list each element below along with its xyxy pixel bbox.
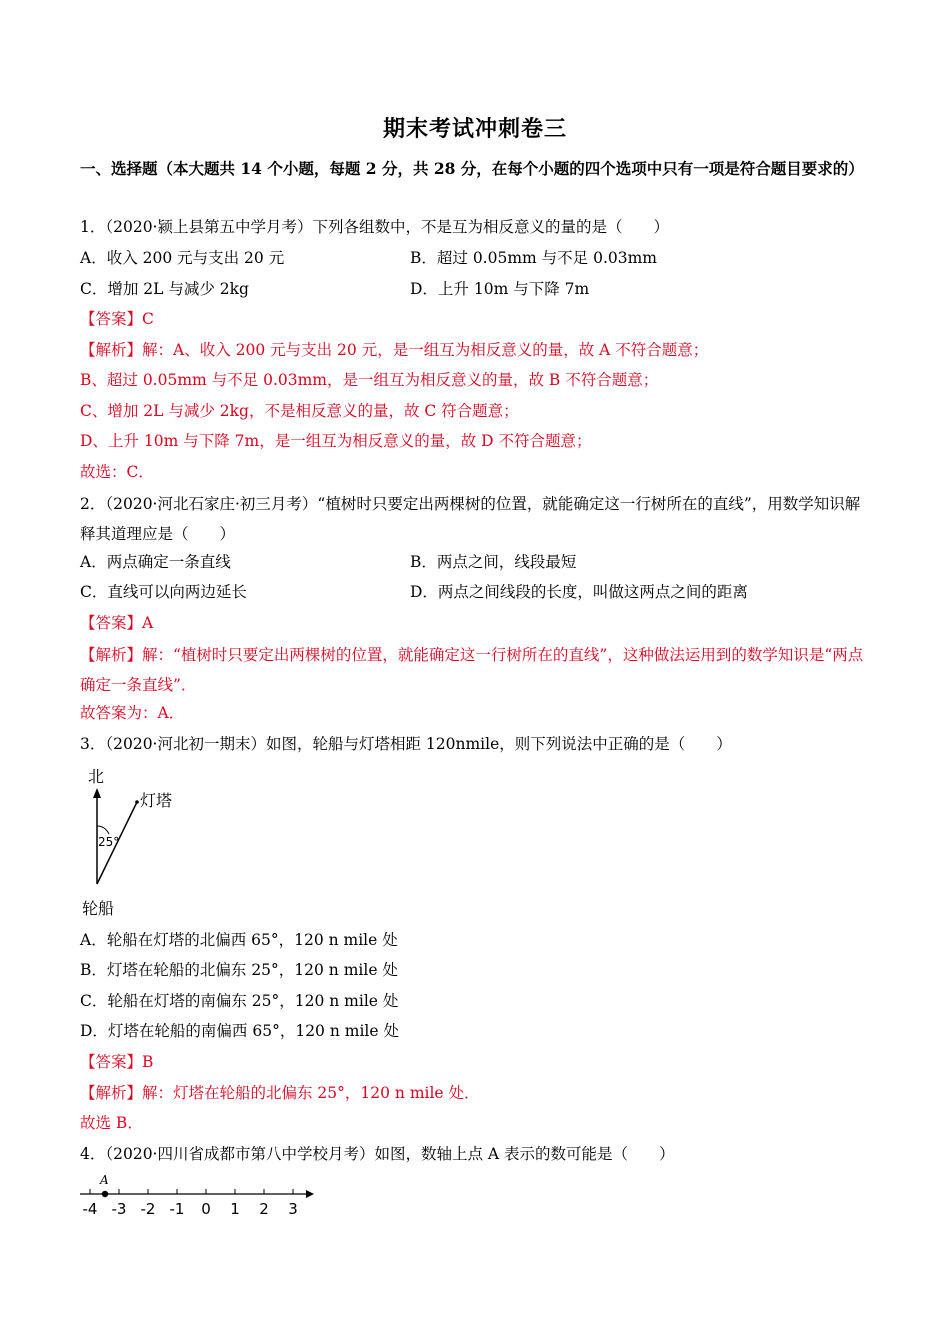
question-3-analysis: 【解析】解：灯塔在轮船的北偏东 25°，120 n mile 处． [80,1084,480,1102]
number-line-tick-label: -1 [169,1200,185,1218]
question-1-option-a: A．收入 200 元与支出 20 元 [80,249,285,267]
question-1-conclusion: 故选：C． [80,463,154,481]
number-line-tick-label: -3 [111,1200,127,1218]
question-3-answer: 【答案】B [80,1053,154,1071]
page-title: 期末考试冲刺卷三 [382,116,567,142]
question-3-option-b: B．灯塔在轮船的北偏东 25°，120 n mile 处 [80,961,398,979]
question-3-option-c: C．轮船在灯塔的南偏东 25°，120 n mile 处 [80,992,399,1010]
question-2-option-b: B．两点之间，线段最短 [410,553,577,571]
question-1-option-c: C．增加 2L 与减少 2kg [80,280,249,298]
question-1-stem: 1．（2020·颍上县第五中学月考）下列各组数中，不是互为相反意义的量的是（ ） [80,218,669,236]
number-line-tick-label: 1 [230,1200,240,1218]
number-line-figure [78,1172,318,1222]
number-line-tick-label: -2 [140,1200,156,1218]
number-line-tick-label: -4 [82,1200,98,1218]
question-2-option-d: D．两点之间线段的长度，叫做这两点之间的距离 [410,583,748,601]
ship-label: 轮船 [82,899,115,918]
question-2-stem: 2．（2020·河北石家庄·初三月考）“植树时只要定出两棵树的位置，就能确定这一行树所在的直线”，用数学知识解释其道理应是（ ） [80,495,861,543]
question-3-stem: 3．（2020·河北初一期末）如图，轮船与灯塔相距 120nmile，则下列说法中正确的是（ ） [80,735,732,753]
question-1-analysis-line: 【解析】解：A、收入 200 元与支出 20 元，是一组互为相反意义的量，故 A 不符合题意； [80,341,709,359]
number-line-ticks [83,1189,298,1218]
question-2-answer: 【答案】A [80,614,154,632]
north-arrow-icon [93,788,101,798]
point-a-marker [102,1191,108,1197]
section-header: 一、选择题（本大题共 14 个小题，每题 2 分，共 28 分，在每个小题的四个选项中只有一项是符合题目要求的） [80,159,864,178]
angle-label: 25° [98,835,120,849]
question-3-conclusion: 故选 B． [80,1114,143,1132]
number-line-tick-label: 0 [201,1200,211,1218]
lighthouse-point [135,800,139,804]
question-3-option-d: D．灯塔在轮船的南偏西 65°，120 n mile 处 [80,1022,399,1040]
number-line-tick-label: 3 [288,1200,298,1218]
angle-arc [97,826,109,834]
question-4-stem: 4．（2020·四川省成都市第八中学校月考）如图，数轴上点 A 表示的数可能是（ ） [80,1145,675,1163]
question-1-option-d: D．上升 10m 与下降 7m [410,280,590,298]
north-label: 北 [88,767,105,786]
point-a-label: A [100,1173,109,1187]
question-2-conclusion: 故答案为：A． [80,704,185,722]
question-2-option-a: A．两点确定一条直线 [80,553,231,571]
number-line-tick-label: 2 [259,1200,269,1218]
question-1-option-b: B．超过 0.05mm 与不足 0.03mm [410,249,657,267]
question-1-analysis-line: D、上升 10m 与下降 7m，是一组互为相反意义的量，故 D 不符合题意； [80,432,592,450]
compass-figure [80,764,190,922]
number-line-arrow-icon [306,1190,314,1198]
question-2-analysis: 【解析】解：“植树时只要定出两棵树的位置，就能确定这一行树所在的直线”，这种做法运用到的数学知识是“两点确定一条直线”． [80,646,864,694]
question-1-answer: 【答案】C [80,310,154,328]
question-3-option-a: A．轮船在灯塔的北偏西 65°，120 n mile 处 [80,931,398,949]
question-1-analysis-line: C、增加 2L 与减少 2kg，不是相反意义的量，故 C 符合题意； [80,402,519,420]
question-2-option-c: C．直线可以向两边延长 [80,583,247,601]
lighthouse-label: 灯塔 [140,791,173,810]
question-1-analysis-line: B、超过 0.05mm 与不足 0.03mm，是一组互为相反意义的量，故 B 不符合题意； [80,371,659,389]
